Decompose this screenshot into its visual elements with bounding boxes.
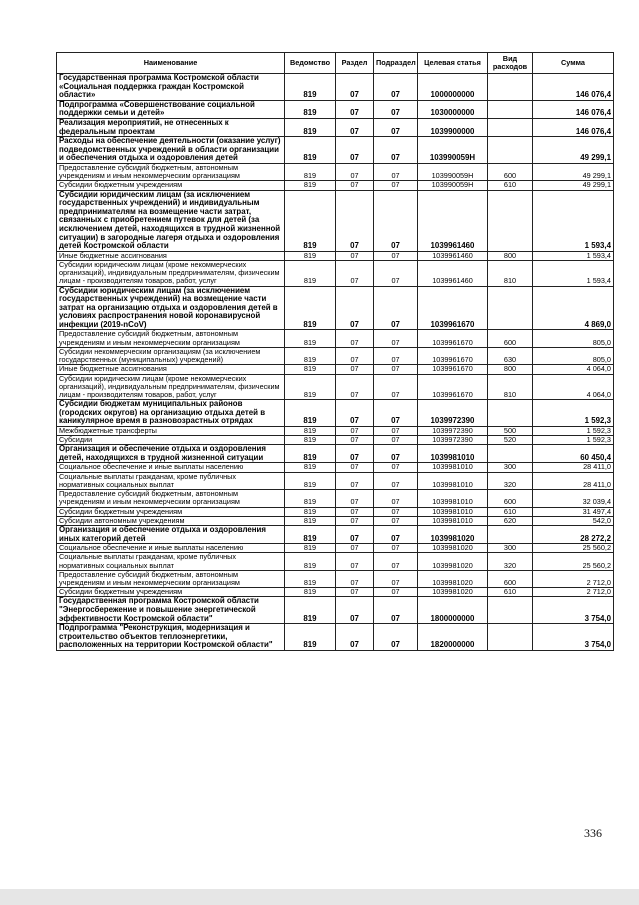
cell-target: 1039961460 — [418, 251, 488, 260]
cell-expense-type — [488, 597, 533, 624]
cell-department: 819 — [285, 570, 336, 587]
header-section: Раздел — [336, 53, 374, 74]
cell-expense-type — [488, 74, 533, 101]
table-row — [57, 251, 614, 260]
cell-expense-type: 810 — [488, 374, 533, 400]
cell-expense-type — [488, 624, 533, 651]
table-row — [57, 163, 614, 180]
cell-department: 819 — [285, 74, 336, 101]
cell-amount: 1 592,3 — [533, 426, 614, 435]
cell-expense-type — [488, 100, 533, 118]
header-name: Наименование — [57, 53, 285, 74]
cell-department: 819 — [285, 374, 336, 400]
cell-name: Субсидии бюджетным учреждениям — [57, 507, 285, 516]
cell-subsection: 07 — [374, 347, 418, 364]
cell-expense-type — [488, 118, 533, 136]
cell-subsection: 07 — [374, 260, 418, 286]
table-row — [57, 365, 614, 374]
cell-expense-type — [488, 445, 533, 463]
table-header-row — [57, 53, 614, 74]
cell-subsection: 07 — [374, 118, 418, 136]
cell-subsection: 07 — [374, 74, 418, 101]
cell-target: 1039961460 — [418, 190, 488, 251]
cell-subsection: 07 — [374, 374, 418, 400]
table-row — [57, 472, 614, 489]
table-row — [57, 374, 614, 400]
cell-expense-type: 600 — [488, 163, 533, 180]
cell-department: 819 — [285, 400, 336, 427]
cell-target: 103990059Н — [418, 181, 488, 190]
cell-amount: 805,0 — [533, 330, 614, 347]
cell-name: Социальные выплаты гражданам, кроме публичных нормативных социальных выплат — [57, 553, 285, 570]
table-row — [57, 525, 614, 543]
cell-expense-type: 300 — [488, 463, 533, 472]
cell-amount: 4 064,0 — [533, 374, 614, 400]
cell-department: 819 — [285, 507, 336, 516]
cell-amount: 49 299,1 — [533, 163, 614, 180]
cell-name: Предоставление субсидий бюджетным, автономным учреждениям и иным некоммерческим организациям — [57, 163, 285, 180]
table-row — [57, 260, 614, 286]
cell-name: Субсидии — [57, 436, 285, 445]
table-row — [57, 426, 614, 435]
cell-target: 1039961670 — [418, 330, 488, 347]
cell-amount: 1 592,3 — [533, 400, 614, 427]
cell-name: Субсидии некоммерческим организациям (за исключением государственных (муниципальных) учреждений) — [57, 347, 285, 364]
cell-name: Субсидии бюджетным учреждениям — [57, 588, 285, 597]
cell-subsection: 07 — [374, 251, 418, 260]
cell-target: 1039972390 — [418, 400, 488, 427]
cell-section: 07 — [336, 597, 374, 624]
cell-department: 819 — [285, 436, 336, 445]
header-department: Ведомство — [285, 53, 336, 74]
cell-section: 07 — [336, 118, 374, 136]
cell-expense-type: 600 — [488, 330, 533, 347]
cell-amount: 3 754,0 — [533, 624, 614, 651]
table-row — [57, 445, 614, 463]
cell-amount: 4 869,0 — [533, 286, 614, 330]
cell-subsection: 07 — [374, 330, 418, 347]
cell-expense-type: 610 — [488, 181, 533, 190]
cell-name: Субсидии юридическим лицам (за исключением государственных учреждений) на возмещение части затрат на организацию отдыха и оздоровления детей в условиях распространения новой коронавирусной инфекции (2019-nCoV) — [57, 286, 285, 330]
cell-department: 819 — [285, 624, 336, 651]
cell-section: 07 — [336, 436, 374, 445]
cell-amount: 28 411,0 — [533, 463, 614, 472]
cell-section: 07 — [336, 490, 374, 507]
cell-target: 1820000000 — [418, 624, 488, 651]
cell-department: 819 — [285, 163, 336, 180]
cell-department: 819 — [285, 553, 336, 570]
cell-subsection: 07 — [374, 525, 418, 543]
cell-target: 1000000000 — [418, 74, 488, 101]
cell-department: 819 — [285, 365, 336, 374]
cell-section: 07 — [336, 260, 374, 286]
cell-section: 07 — [336, 553, 374, 570]
cell-amount: 28 272,2 — [533, 525, 614, 543]
cell-amount: 25 560,2 — [533, 544, 614, 553]
table-row — [57, 507, 614, 516]
table-row — [57, 74, 614, 101]
cell-department: 819 — [285, 490, 336, 507]
cell-target: 1800000000 — [418, 597, 488, 624]
table-row — [57, 137, 614, 164]
cell-expense-type — [488, 137, 533, 164]
cell-section: 07 — [336, 190, 374, 251]
table-row — [57, 181, 614, 190]
cell-name: Организация и обеспечение отдыха и оздоровления иных категорий детей — [57, 525, 285, 543]
cell-subsection: 07 — [374, 137, 418, 164]
budget-table — [56, 52, 614, 651]
cell-name: Субсидии автономным учреждениям — [57, 516, 285, 525]
cell-section: 07 — [336, 100, 374, 118]
cell-target: 1039961460 — [418, 260, 488, 286]
table-row — [57, 588, 614, 597]
cell-expense-type: 320 — [488, 472, 533, 489]
cell-amount: 49 299,1 — [533, 181, 614, 190]
cell-target: 1039961670 — [418, 365, 488, 374]
cell-department: 819 — [285, 181, 336, 190]
cell-expense-type: 600 — [488, 570, 533, 587]
cell-section: 07 — [336, 330, 374, 347]
table-row — [57, 516, 614, 525]
cell-department: 819 — [285, 100, 336, 118]
cell-section: 07 — [336, 445, 374, 463]
cell-target: 1039961670 — [418, 374, 488, 400]
cell-expense-type: 620 — [488, 516, 533, 525]
table-row — [57, 570, 614, 587]
cell-expense-type: 610 — [488, 507, 533, 516]
header-subsection: Подраздел — [374, 53, 418, 74]
cell-name: Социальное обеспечение и иные выплаты населению — [57, 544, 285, 553]
cell-subsection: 07 — [374, 445, 418, 463]
cell-expense-type: 320 — [488, 553, 533, 570]
cell-expense-type: 630 — [488, 347, 533, 364]
cell-name: Субсидии бюджетам муниципальных районов (городских округов) на организацию отдыха детей в каникулярное время в разновозрастных отрядах — [57, 400, 285, 427]
cell-section: 07 — [336, 374, 374, 400]
table-row — [57, 463, 614, 472]
cell-department: 819 — [285, 463, 336, 472]
cell-subsection: 07 — [374, 553, 418, 570]
cell-subsection: 07 — [374, 463, 418, 472]
table-row — [57, 118, 614, 136]
cell-subsection: 07 — [374, 181, 418, 190]
cell-subsection: 07 — [374, 507, 418, 516]
cell-expense-type — [488, 286, 533, 330]
cell-name: Субсидии юридическим лицам (кроме некоммерческих организаций), индивидуальным предпринимателям, физическим лицам - производителям товаров, работ, услуг — [57, 260, 285, 286]
cell-target: 1039981010 — [418, 472, 488, 489]
cell-target: 1030000000 — [418, 100, 488, 118]
table-row — [57, 190, 614, 251]
cell-subsection: 07 — [374, 426, 418, 435]
cell-name: Субсидии юридическим лицам (за исключением государственных учреждений) и индивидуальным предпринимателям на возмещение части затрат, связанных с приобретением путевок для детей (за исключением детей, находящихся в трудной жизненной ситуации) в загородные лагеря отдыха и оздоровления детей Костромской области — [57, 190, 285, 251]
cell-amount: 49 299,1 — [533, 137, 614, 164]
cell-name: Предоставление субсидий бюджетным, автономным учреждениям и иным некоммерческим организациям — [57, 490, 285, 507]
table-row — [57, 100, 614, 118]
cell-department: 819 — [285, 251, 336, 260]
cell-name: Иные бюджетные ассигнования — [57, 251, 285, 260]
cell-section: 07 — [336, 516, 374, 525]
cell-department: 819 — [285, 588, 336, 597]
cell-expense-type: 520 — [488, 436, 533, 445]
cell-target: 1039981010 — [418, 507, 488, 516]
cell-amount: 146 076,4 — [533, 74, 614, 101]
cell-target: 1039972390 — [418, 426, 488, 435]
cell-department: 819 — [285, 286, 336, 330]
cell-amount: 146 076,4 — [533, 100, 614, 118]
cell-department: 819 — [285, 118, 336, 136]
cell-amount: 542,0 — [533, 516, 614, 525]
cell-department: 819 — [285, 137, 336, 164]
cell-section: 07 — [336, 463, 374, 472]
table-row — [57, 597, 614, 624]
cell-target: 1039981020 — [418, 544, 488, 553]
cell-amount: 32 039,4 — [533, 490, 614, 507]
cell-amount: 1 592,3 — [533, 436, 614, 445]
cell-target: 1039981010 — [418, 516, 488, 525]
cell-name: Иные бюджетные ассигнования — [57, 365, 285, 374]
cell-section: 07 — [336, 181, 374, 190]
cell-section: 07 — [336, 251, 374, 260]
cell-amount: 31 497,4 — [533, 507, 614, 516]
cell-amount: 1 593,4 — [533, 260, 614, 286]
cell-name: Государственная программа Костромской области «Социальная поддержка граждан Костромской области» — [57, 74, 285, 101]
cell-section: 07 — [336, 544, 374, 553]
cell-expense-type: 610 — [488, 588, 533, 597]
header-expense-type: Вид расходов — [488, 53, 533, 74]
cell-name: Предоставление субсидий бюджетным, автономным учреждениям и иным некоммерческим организациям — [57, 330, 285, 347]
cell-target: 1039981010 — [418, 490, 488, 507]
cell-subsection: 07 — [374, 365, 418, 374]
cell-subsection: 07 — [374, 570, 418, 587]
table-row — [57, 490, 614, 507]
table-row — [57, 347, 614, 364]
cell-section: 07 — [336, 624, 374, 651]
cell-expense-type — [488, 190, 533, 251]
cell-amount: 2 712,0 — [533, 570, 614, 587]
cell-amount: 28 411,0 — [533, 472, 614, 489]
cell-expense-type: 600 — [488, 490, 533, 507]
scan-edge — [0, 889, 639, 905]
cell-expense-type: 500 — [488, 426, 533, 435]
cell-department: 819 — [285, 426, 336, 435]
cell-section: 07 — [336, 525, 374, 543]
cell-subsection: 07 — [374, 100, 418, 118]
cell-name: Реализация мероприятий, не отнесенных к федеральным проектам — [57, 118, 285, 136]
cell-subsection: 07 — [374, 544, 418, 553]
cell-amount: 1 593,4 — [533, 190, 614, 251]
cell-target: 1039981010 — [418, 445, 488, 463]
table-row — [57, 544, 614, 553]
cell-name: Расходы на обеспечение деятельности (оказание услуг) подведомственных учреждений в области организации и обеспечения отдыха и оздоровления детей — [57, 137, 285, 164]
table-body — [57, 74, 614, 651]
cell-section: 07 — [336, 137, 374, 164]
cell-name: Социальное обеспечение и иные выплаты населению — [57, 463, 285, 472]
cell-department: 819 — [285, 525, 336, 543]
cell-subsection: 07 — [374, 400, 418, 427]
cell-expense-type: 810 — [488, 260, 533, 286]
cell-name: Подпрограмма «Совершенствование социальной поддержки семьи и детей» — [57, 100, 285, 118]
table-row — [57, 553, 614, 570]
cell-amount: 146 076,4 — [533, 118, 614, 136]
cell-amount: 4 064,0 — [533, 365, 614, 374]
cell-department: 819 — [285, 472, 336, 489]
cell-section: 07 — [336, 347, 374, 364]
cell-amount: 1 593,4 — [533, 251, 614, 260]
cell-subsection: 07 — [374, 516, 418, 525]
cell-amount: 3 754,0 — [533, 597, 614, 624]
cell-target: 1039961670 — [418, 347, 488, 364]
cell-expense-type — [488, 525, 533, 543]
header-target: Целевая статья — [418, 53, 488, 74]
table-row — [57, 400, 614, 427]
cell-target: 1039981020 — [418, 588, 488, 597]
cell-target: 1039981010 — [418, 463, 488, 472]
cell-subsection: 07 — [374, 190, 418, 251]
cell-name: Субсидии бюджетным учреждениям — [57, 181, 285, 190]
cell-subsection: 07 — [374, 490, 418, 507]
cell-name: Подпрограмма "Реконструкция, модернизация и строительство объектов теплоэнергетики, расположенных на территории Костромской области" — [57, 624, 285, 651]
cell-subsection: 07 — [374, 472, 418, 489]
cell-target: 103990059Н — [418, 137, 488, 164]
header-amount: Сумма — [533, 53, 614, 74]
table-row — [57, 286, 614, 330]
cell-name: Межбюджетные трансферты — [57, 426, 285, 435]
cell-subsection: 07 — [374, 624, 418, 651]
cell-target: 103990059Н — [418, 163, 488, 180]
cell-amount: 25 560,2 — [533, 553, 614, 570]
cell-expense-type — [488, 400, 533, 427]
cell-subsection: 07 — [374, 286, 418, 330]
cell-subsection: 07 — [374, 597, 418, 624]
cell-department: 819 — [285, 597, 336, 624]
table-row — [57, 330, 614, 347]
cell-target: 1039972390 — [418, 436, 488, 445]
page-number: 336 — [584, 826, 602, 840]
cell-target: 1039900000 — [418, 118, 488, 136]
cell-section: 07 — [336, 163, 374, 180]
cell-name: Социальные выплаты гражданам, кроме публичных нормативных социальных выплат — [57, 472, 285, 489]
cell-subsection: 07 — [374, 436, 418, 445]
cell-department: 819 — [285, 445, 336, 463]
cell-section: 07 — [336, 74, 374, 101]
cell-section: 07 — [336, 570, 374, 587]
table-row — [57, 624, 614, 651]
cell-amount: 2 712,0 — [533, 588, 614, 597]
cell-department: 819 — [285, 330, 336, 347]
cell-name: Субсидии юридическим лицам (кроме некоммерческих организаций), индивидуальным предпринимателям, физическим лицам - производителям товаров, работ, услуг — [57, 374, 285, 400]
cell-section: 07 — [336, 588, 374, 597]
cell-target: 1039981020 — [418, 525, 488, 543]
cell-department: 819 — [285, 516, 336, 525]
cell-expense-type: 800 — [488, 251, 533, 260]
cell-department: 819 — [285, 544, 336, 553]
cell-section: 07 — [336, 507, 374, 516]
cell-section: 07 — [336, 472, 374, 489]
cell-department: 819 — [285, 190, 336, 251]
cell-department: 819 — [285, 260, 336, 286]
cell-amount: 805,0 — [533, 347, 614, 364]
table-row — [57, 436, 614, 445]
cell-target: 1039981020 — [418, 553, 488, 570]
cell-section: 07 — [336, 426, 374, 435]
cell-subsection: 07 — [374, 163, 418, 180]
cell-name: Организация и обеспечение отдыха и оздоровления детей, находящихся в трудной жизненной ситуации — [57, 445, 285, 463]
cell-name: Предоставление субсидий бюджетным, автономным учреждениям и иным некоммерческим организациям — [57, 570, 285, 587]
cell-section: 07 — [336, 286, 374, 330]
cell-section: 07 — [336, 365, 374, 374]
cell-name: Государственная программа Костромской области "Энергосбережение и повышение энергетической эффективности Костромской области" — [57, 597, 285, 624]
cell-expense-type: 300 — [488, 544, 533, 553]
cell-target: 1039961670 — [418, 286, 488, 330]
cell-amount: 60 450,4 — [533, 445, 614, 463]
cell-section: 07 — [336, 400, 374, 427]
cell-subsection: 07 — [374, 588, 418, 597]
cell-expense-type: 800 — [488, 365, 533, 374]
cell-target: 1039981020 — [418, 570, 488, 587]
cell-department: 819 — [285, 347, 336, 364]
